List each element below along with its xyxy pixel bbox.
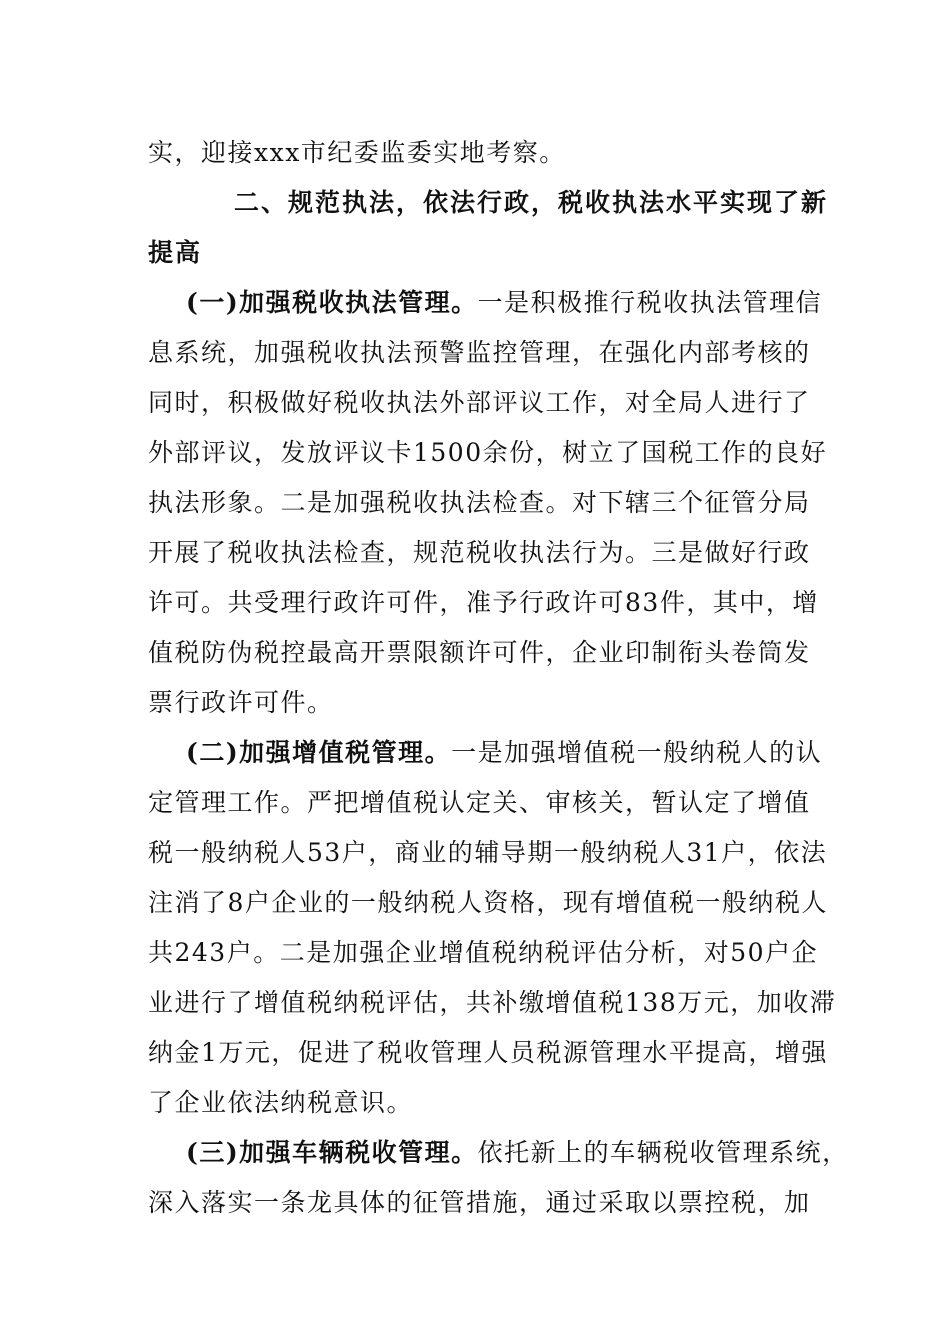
section-heading-continued bbox=[148, 236, 808, 270]
line-text: 一是积极推行税收执法管理信 bbox=[477, 288, 823, 317]
body-line bbox=[148, 786, 811, 820]
line-text: 深入落实一条龙具体的征管措施，通过采取以票控税，加 bbox=[148, 1188, 811, 1217]
body-line bbox=[148, 536, 811, 570]
section-heading bbox=[234, 186, 894, 220]
body-line bbox=[148, 1186, 811, 1220]
line-text: 纳金1万元，促进了税收管理人员税源管理水平提高，增强 bbox=[148, 1038, 828, 1067]
subsection-title: (三)加强车辆税收管理。 bbox=[186, 1138, 478, 1167]
line-text: 执法形象。二是加强税收执法检查。对下辖三个征管分局 bbox=[148, 488, 811, 517]
body-line bbox=[148, 486, 811, 520]
paragraph-first-line bbox=[186, 1136, 849, 1170]
line-text: 一是加强增值税一般纳税人的认 bbox=[451, 738, 823, 767]
line-text: 依托新上的车辆税收管理系统， bbox=[477, 1138, 849, 1167]
body-line bbox=[148, 586, 819, 620]
body-line bbox=[148, 336, 811, 370]
paragraph-first-line bbox=[186, 736, 846, 770]
body-line bbox=[148, 836, 828, 870]
body-line bbox=[148, 686, 808, 720]
body-line bbox=[148, 1036, 828, 1070]
line-text: 开展了税收执法检查，规范税收执法行为。三是做好行政 bbox=[148, 538, 811, 567]
heading-text: 提高 bbox=[148, 238, 203, 267]
line-text: 业进行了增值税纳税评估，共补缴增值税138万元，加收滞 bbox=[148, 988, 837, 1017]
line-text: 注消了8户企业的一般纳税人资格，现有增值税一般纳税人 bbox=[148, 888, 828, 917]
line-text: 定管理工作。严把增值税认定关、审核关，暂认定了增值 bbox=[148, 788, 811, 817]
subsection-title: (一)加强税收执法管理。 bbox=[186, 288, 478, 317]
subsection-title: (二)加强增值税管理。 bbox=[186, 738, 452, 767]
body-line bbox=[148, 986, 837, 1020]
line-text: 值税防伪税控最高开票限额许可件，企业印制衔头卷筒发 bbox=[148, 638, 811, 667]
body-line bbox=[148, 386, 811, 420]
line-text: 外部评议，发放评议卡1500余份，树立了国税工作的良好 bbox=[148, 438, 828, 467]
line-text: 票行政许可件。 bbox=[148, 688, 334, 717]
paragraph-first-line bbox=[186, 286, 846, 320]
line-text: 了企业依法纳税意识。 bbox=[148, 1088, 414, 1117]
body-line bbox=[148, 636, 811, 670]
body-line bbox=[148, 936, 819, 970]
heading-text: 二、规范执法，依法行政，税收执法水平实现了新 bbox=[234, 188, 829, 217]
line-text: 实，迎接xxx市纪委监委实地考察。 bbox=[148, 138, 566, 167]
line-text: 税一般纳税人53户，商业的辅导期一般纳税人31户，依法 bbox=[148, 838, 828, 867]
line-text: 息系统，加强税收执法预警监控管理，在强化内部考核的 bbox=[148, 338, 811, 367]
line-text: 共243户。二是加强企业增值税纳税评估分析，对50户企 bbox=[148, 938, 819, 967]
line-text: 许可。共受理行政许可件，准予行政许可83件，其中，增 bbox=[148, 588, 819, 617]
body-line bbox=[148, 886, 828, 920]
body-line bbox=[148, 436, 828, 470]
body-line bbox=[148, 136, 808, 170]
line-text: 同时，积极做好税收执法外部评议工作，对全局人进行了 bbox=[148, 388, 811, 417]
body-line bbox=[148, 1086, 808, 1120]
